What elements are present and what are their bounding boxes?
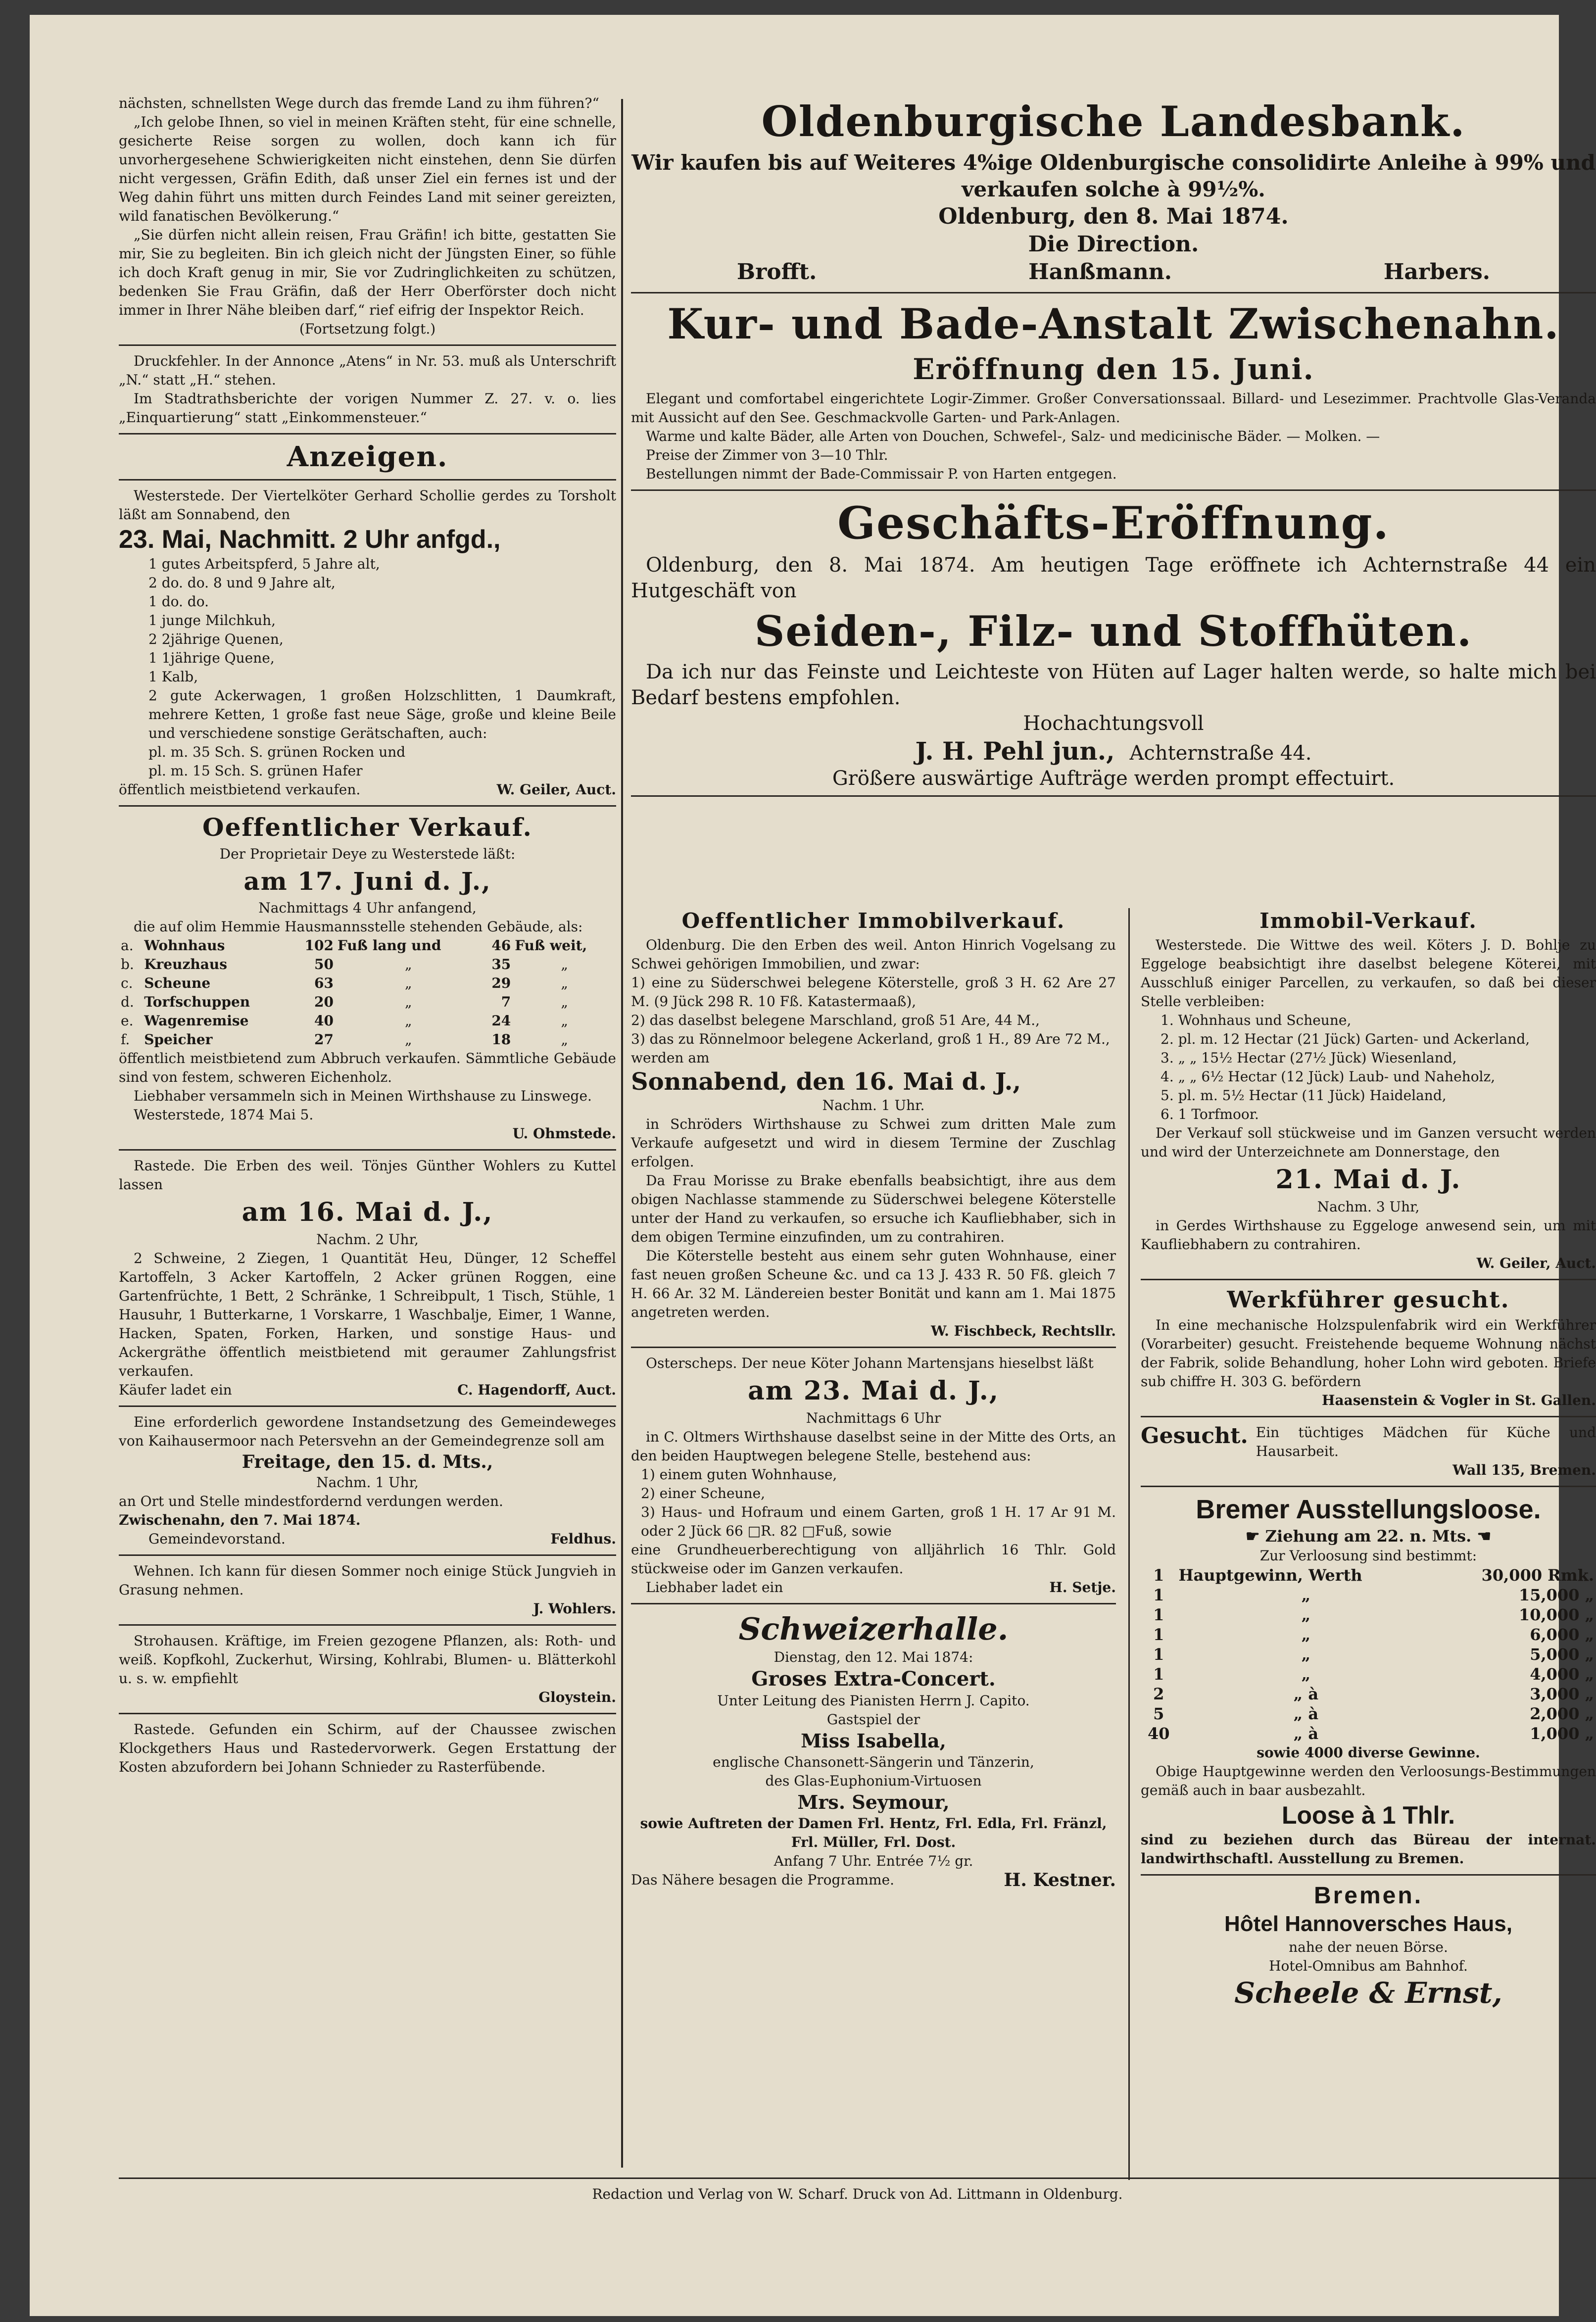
auction-signature: W. Geiler, Auct. [496, 781, 616, 798]
notice-text: Rastede. Gefunden ein Schirm, auf der Chaussee zwischen Klockgethers Haus und Rastedervorwerk. Gegen Erstattung der Kosten abzufordern bei Johann Schnieder zu Rasterfübende. [119, 1721, 616, 1775]
immo-item: 3) das zu Rönnelmoor belegene Ackerland, groß 1 H., 89 Are 72 M., [631, 1031, 1110, 1047]
divider [631, 1347, 1116, 1348]
shop-products: Seiden-, Filz- und Stoffhüten. [754, 607, 1473, 656]
foreman-signature: Haasenstein & Vogler in St. Gallen. [1322, 1392, 1596, 1408]
hotel-owner: Scheele & Ernst, [1234, 1976, 1502, 2010]
immo-time: Nachmittags 6 Uhr [806, 1410, 941, 1426]
lottery-price: Loose à 1 Thlr. [1281, 1801, 1455, 1829]
divider [119, 433, 616, 435]
auction-item: 2 gute Ackerwagen, 1 großen Holzschlitten, 1 Daumkraft, mehrere Ketten, 1 große fast neue Säge, große und kleine Beile und verschiedene sonstige Gerätschaften, auch: [148, 687, 616, 741]
immo-time: Nachm. 1 Uhr. [822, 1097, 925, 1113]
story-line: „Ich gelobe Ihnen, so viel in meinen Kräften steht, für eine schnelle, gesicherte Reise sorgen zu wollen, doch kann ich für unvorhergesehene Schwierigkeiten nicht einstehen, denn Sie dürfen nicht vergessen, Gräfin Edith, daß unser Ziel ein fernes ist und der Weg dahin führt uns mitten durch Feindes Land mit seiner gereizten, wild fanatischen Bevölkerung.“ [119, 114, 616, 224]
divider [119, 805, 616, 807]
table-row: d. Torfschuppen 20 „ 7 „ [121, 994, 568, 1010]
notice-signature: J. Wohlers. [533, 1600, 616, 1617]
immo-date: am 23. Mai d. J., [748, 1376, 999, 1406]
subcolumn-rule [1128, 908, 1130, 2180]
notice-text: Strohausen. Kräftige, im Freien gezogene Pflanzen, als: Roth- und weiß. Kopfkohl, Zuckerhut, Wirsing, Kohlrabi, Blumen- u. Blätterkohl u. s. w. empfiehlt [119, 1633, 616, 1687]
column-rule [621, 99, 623, 2168]
auction-westerstede [119, 486, 616, 799]
auction-text: öffentlich meistbietend zum Abbruch verkaufen. Sämmtliche Gebäude sind von festem, schweren Eichenholz. [119, 1050, 616, 1085]
kur-line: Preise der Zimmer von 3—10 Thlr. [646, 447, 888, 463]
notice-road-repair [119, 1413, 616, 1548]
auction-deye [119, 813, 616, 1143]
serial-story [119, 94, 616, 339]
kur-line: Elegant und comfortabel eingerichtete Logir-Zimmer. Großer Conversationssaal. Billard- und Lesezimmer. Prachtvolle Glas-Veranda mit Aussicht auf den See. Geschmackvolle Garten- und Park-Anlagen. [631, 390, 1596, 426]
table-row: 1 „ 5,000 „ [1153, 1645, 1594, 1664]
newspaper-page [30, 15, 1596, 2316]
ad-concert [631, 1610, 1116, 1889]
notice-signature: Feldhus. [550, 1531, 616, 1547]
bank-signatory: Harbers. [1383, 259, 1491, 285]
ad-immobil-westerstede [1141, 909, 1596, 1273]
divider [1141, 1874, 1596, 1876]
auction-intro: Westerstede. Der Viertelköter Gerhard Schollie gerdes zu Torsholt läßt am Sonnabend, den [119, 487, 616, 523]
shop-signature: J. H. Pehl jun., [915, 736, 1115, 766]
concert-artist-pre: des Glas-Euphonium-Virtuosen [765, 1773, 982, 1789]
immo-signature: W. Geiler, Auct. [1476, 1255, 1596, 1271]
notice-office: Gemeindevorstand. [148, 1531, 286, 1547]
notice-signature: Gloystein. [538, 1689, 616, 1705]
ad-landesbank [631, 97, 1596, 286]
auction-footer: öffentlich meistbietend verkaufen. [119, 781, 361, 798]
imprint: Redaction und Verlag von W. Scharf. Druck von Ad. Littmann in Oldenburg. [592, 2186, 1123, 2202]
shop-text: Oldenburg, den 8. Mai 1874. Am heutigen Tage eröffnete ich Achternstraße 44 ein Hutgeschäft von [631, 554, 1596, 602]
divider [119, 1554, 616, 1556]
auction-date: am 16. Mai d. J., [242, 1197, 493, 1227]
immo-werden: werden am [631, 1050, 710, 1066]
immo-text: Die Köterstelle besteht aus einem sehr guten Wohnhause, einer fast neuen großen Scheune &c. und ca 13 J. 433 R. 50 Fß. gleich 7 H. 66 Ar. 32 M. Ländereien bester Bonität und kann am 1. Mai 1875 angetreten werden. [631, 1248, 1116, 1320]
story-line: nächsten, schnellsten Wege durch das fremde Land zu ihm führen?“ [119, 95, 599, 111]
bank-signatory: Hanßmann. [1028, 259, 1172, 285]
auction-time: Nachm. 2 Uhr, [316, 1231, 419, 1248]
auction-date: 23. Mai, Nachmitt. 2 Uhr anfgd., [119, 525, 501, 554]
concert-lead: Unter Leitung des Pianisten Herrn J. Capito. [717, 1693, 1030, 1709]
auction-text: 2 Schweine, 2 Ziegen, 1 Quantität Heu, Dünger, 12 Scheffel Kartoffeln, 3 Acker Kartoffeln, 2 Acker grünen Roggen, eine Gartenfrüchte, 1 Bett, 2 Schränke, 1 Schreibpult, 1 Tisch, Stühle, 1 Hausuhr, 1 Butterkarne, 1 Vorskarre, 1 Waschbalje, Eimer, 1 Wanne, Hacken, Spaten, Forken, Harken, und sonstige Haus- und Ackergräthe öffentlich meistbietend mit geraumer Zahlungsfrist verkaufen. [119, 1250, 616, 1379]
divider [631, 292, 1596, 293]
table-row: a. Wohnhaus 102 Fuß lang und 46 Fuß weit, [121, 937, 587, 954]
table-row: 1 Hauptgewinn, Werth 30,000 Rmk. [1153, 1566, 1594, 1585]
hand-pointer-icon: ☚ [1477, 1527, 1492, 1546]
auction-item: 2 do. do. 8 und 9 Jahre alt, [148, 575, 336, 591]
lottery-where: sind zu beziehen durch das Büreau der internat. landwirthschaftl. Ausstellung zu Bremen. [1141, 1832, 1596, 1867]
immo-date: Sonnabend, den 16. Mai d. J., [631, 1068, 1021, 1096]
concert-title: Schweizerhalle. [738, 1611, 1009, 1647]
auction-item: pl. m. 15 Sch. S. grünen Hafer [148, 763, 363, 779]
auction-date: am 17. Juni d. J., [243, 867, 491, 896]
notice-grazing [119, 1562, 616, 1618]
foreman-text: In eine mechanische Holzspulenfabrik wird ein Werkführer (Vorarbeiter) gesucht. Freistehende bequeme Wohnung nächst der Fabrik, solide Behandlung, hoher Lohn wird geboten. Briefe sub chiffre H. 303 G. befördern [1141, 1317, 1596, 1390]
divider [631, 489, 1596, 491]
auction-title: Oeffentlicher Verkauf. [202, 813, 532, 842]
notice-place-date: Zwischenahn, den 7. Mai 1874. [119, 1512, 361, 1528]
table-row: e. Wagenremise 40 „ 24 „ [121, 1013, 568, 1029]
table-row: c. Scheune 63 „ 29 „ [121, 975, 568, 991]
ad-hotel [1141, 1882, 1596, 2010]
errata-line: Im Stadtrathsberichte der vorigen Nummer Z. 27. v. o. lies „Einquartierung“ statt „Einkommensteuer.“ [119, 390, 616, 426]
concert-program: Das Nähere besagen die Programme. [631, 1872, 895, 1888]
auction-item: 2 2jährige Quenen, [148, 631, 284, 647]
bank-text: Wir kaufen bis auf Weiteres 4%ige Oldenburgische consolidirte Anleihe à 99% und verkaufen solche à 99½%. [631, 150, 1596, 201]
prize-table [1141, 1565, 1596, 1743]
divider [1141, 1416, 1596, 1417]
immo-text: in Gerdes Wirthshause zu Eggeloge anwesend sein, um mit Kaufliebhabern zu contrahiren. [1141, 1217, 1596, 1253]
table-row: 40 „ à 1,000 „ [1147, 1724, 1594, 1743]
wanted-address: Wall 135, Bremen. [1452, 1462, 1596, 1478]
immo-item: 2) einer Scheune, [641, 1485, 766, 1501]
bank-direction: Die Direction. [1028, 232, 1199, 257]
immo-item: 5. pl. m. 5½ Hectar (11 Jück) Haideland, [1161, 1087, 1447, 1104]
divider [1141, 1486, 1596, 1487]
errata-line: Druckfehler. In der Annonce „Atens“ in Nr. 53. muß als Unterschrift „N.“ statt „H.“ stehen. [119, 353, 616, 388]
subcolumn-right [1141, 906, 1596, 2010]
immo-text: Da Frau Morisse zu Brake ebenfalls beabsichtigt, ihre aus dem obigen Nachlasse stammende zu Süderschwei belegene Köterstelle unter der Hand zu verkaufen, so ersuche ich Kaufliebhaber, sich in dem obigen Termine einzufinden, um zu contrahiren. [631, 1172, 1116, 1245]
immo-text: in C. Oltmers Wirthshause daselbst seine in der Mitte des Orts, an den beiden Hauptwegen belegene Stelle, bestehend aus: [631, 1429, 1116, 1464]
immo-text: Westerstede. Die Wittwe des weil. Köters J. D. Bohlje zu Eggeloge beabsichtigt ihre daselbst belegene Köterei, mit Ausschluß einiger Parcellen, zu verkaufen, so daß bei dieser Stelle verbleiben: [1141, 937, 1596, 1010]
table-row: 1 „ 4,000 „ [1153, 1665, 1594, 1684]
immo-item: 6. 1 Torfmoor. [1161, 1106, 1259, 1122]
ad-lottery [1141, 1493, 1596, 1868]
notice-text: an Ort und Stelle mindestfordernd verdungen werden. [119, 1493, 503, 1509]
story-line: „Sie dürfen nicht allein reisen, Frau Gräfin! ich bitte, gestatten Sie mir, Sie zu begleiten. Bin ich gleich nicht der Jüngsten Einer, so fühle ich doch Kraft genug in mir, Sie vor Zudringlichkeiten zu schützen, bedenken Sie Frau Gräfin, daß der Herr Oberförster doch nicht immer in Ihrer Nähe bleiben darf,“ rief eifrig der Inspektor Reich. [119, 227, 616, 318]
hotel-city: Bremen. [1313, 1883, 1423, 1909]
story-continued: (Fortsetzung folgt.) [299, 321, 436, 337]
immo-text: Der Verkauf soll stückweise und im Ganzen versucht werden und wird der Unterzeichnete am Donnerstage, den [1141, 1125, 1596, 1160]
immo-text: in Schröders Wirthshause zu Schwei zum dritten Male zum Verkaufe aufgesetzt und wird in diesem Termine der Zuschlag erfolgen. [631, 1116, 1116, 1170]
immo-title: Immobil-Verkauf. [1259, 909, 1477, 933]
divider [631, 1603, 1116, 1604]
table-row: b. Kreuzhaus 50 „ 35 „ [121, 956, 568, 972]
divider [1141, 1279, 1596, 1280]
divider [119, 344, 616, 346]
concert-event: Groses Extra-Concert. [751, 1667, 996, 1691]
immo-item: 1) einem guten Wohnhause, [641, 1466, 837, 1483]
immo-item: 3) Haus- und Hofraum und einem Garten, groß 1 H. 17 Ar 91 M. oder 2 Jück 66 □R. 82 □Fuß, sowie [641, 1504, 1116, 1539]
shop-title: Geschäfts-Eröffnung. [837, 497, 1390, 549]
auction-time: Nachmittags 4 Uhr anfangend, [258, 900, 477, 916]
auction-item: pl. m. 35 Sch. S. grünen Rocken und [148, 744, 406, 760]
divider [631, 795, 1596, 797]
hotel-location: nahe der neuen Börse. [1289, 1939, 1448, 1955]
lottery-intro: Zur Verloosung sind bestimmt: [1259, 1548, 1477, 1564]
immo-item: 1) eine zu Süderschwei belegene Köterstelle, groß 3 H. 62 Are 27 M. (9 Jück 298 R. 10 Fß. Katastermaaß), [631, 974, 1116, 1010]
auction-item: 1 junge Milchkuh, [148, 612, 276, 629]
lottery-title: Bremer Ausstellungsloose. [1196, 1495, 1541, 1524]
notice-date: Freitage, den 15. d. Mts., [242, 1451, 493, 1472]
lottery-draw: Ziehung am 22. n. Mts. [1265, 1527, 1472, 1546]
left-column [119, 94, 616, 1777]
ad-shop [631, 497, 1596, 791]
table-row: f. Speicher 27 „ 18 „ [121, 1031, 568, 1048]
footer-rule [119, 2177, 1596, 2179]
shop-greeting: Hochachtungsvoll [1023, 712, 1204, 735]
immo-buyer: Liebhaber ladet ein [646, 1579, 783, 1596]
immo-signature: H. Setje. [1049, 1579, 1116, 1596]
wanted-text: Ein tüchtiges Mädchen für Küche und Hausarbeit. [1256, 1424, 1596, 1459]
ad-immobil-oldenburg [631, 909, 1116, 1341]
divider [119, 1405, 616, 1407]
immo-time: Nachm. 3 Uhr, [1317, 1199, 1420, 1215]
concert-signature: H. Kestner. [1004, 1870, 1116, 1890]
ad-foreman [1141, 1286, 1596, 1410]
hotel-omnibus: Hotel-Omnibus am Bahnhof. [1269, 1958, 1468, 1974]
immo-item: 2. pl. m. 12 Hectar (21 Jück) Garten- und Ackerland, [1161, 1031, 1530, 1047]
auction-item: 1 Kalb, [148, 669, 198, 685]
bank-place-date: Oldenburg, den 8. Mai 1874. [938, 204, 1289, 229]
divider [119, 1713, 616, 1714]
shop-footer: Größere auswärtige Aufträge werden prompt effectuirt. [832, 767, 1395, 790]
divider [119, 479, 616, 481]
immo-intro: Osterscheps. Der neue Köter Johann Martensjans hieselbst läßt [646, 1355, 1094, 1371]
right-column [631, 94, 1596, 2010]
concert-guest: Gastspiel der [826, 1711, 920, 1728]
notice-time: Nachm. 1 Uhr, [316, 1474, 419, 1491]
notice-text: Eine erforderlich gewordene Instandsetzung des Gemeindeweges von Kaihausermoor nach Petersvehn an der Gemeindegrenze soll am [119, 1414, 616, 1449]
table-row: 1 „ 15,000 „ [1153, 1586, 1594, 1604]
ad-kur [631, 299, 1596, 484]
notice-found [119, 1720, 616, 1777]
shop-address: Achternstraße 44. [1129, 742, 1312, 765]
immo-date: 21. Mai d. J. [1275, 1164, 1461, 1195]
auction-intro: Der Proprietair Deye zu Westerstede läßt: [219, 846, 516, 862]
table-row: 1 „ 10,000 „ [1153, 1605, 1594, 1624]
auction-intro: Rastede. Die Erben des weil. Tönjes Günther Wohlers zu Kuttel lassen [119, 1158, 616, 1193]
auction-signature: C. Hagendorff, Auct. [457, 1382, 616, 1398]
immo-item: 4. „ „ 6½ Hectar (12 Jück) Laub- und Naheholz, [1161, 1068, 1496, 1085]
immo-text: eine Grundheuerberechtigung von alljährlich 16 Thlr. Gold stückweise oder im Ganzen verkaufen. [631, 1542, 1116, 1577]
notice-text: Wehnen. Ich kann für diesen Sommer noch einige Stück Jungvieh in Grasung nehmen. [119, 1563, 616, 1598]
hand-pointer-icon: ☛ [1245, 1527, 1265, 1546]
kur-line: Warme und kalte Bäder, alle Arten von Douchen, Schwefel-, Salz- und medicinische Bäder. — Molken. — [646, 428, 1380, 444]
anzeigen-title: Anzeigen. [287, 440, 448, 473]
table-row: 5 „ à 2,000 „ [1153, 1704, 1594, 1723]
errata [119, 352, 616, 427]
shop-text: Da ich nur das Feinste und Leichteste von Hüten auf Lager halten werde, so halte mich bei Bedarf bestens empfohlen. [631, 661, 1596, 709]
immo-item: 3. „ „ 15½ Hectar (27½ Jück) Wiesenland, [1161, 1050, 1457, 1066]
ad-wanted [1141, 1423, 1596, 1480]
ad-immobil-osterscheps [631, 1354, 1116, 1597]
bank-signatory: Brofft. [736, 259, 817, 285]
auction-place-date: Westerstede, 1874 Mai 5. [134, 1107, 314, 1123]
lottery-text: Obige Hauptgewinne werden den Verloosungs-Bestimmungen gemäß auch in baar ausbezahlt. [1141, 1763, 1596, 1798]
foreman-title: Werkführer gesucht. [1227, 1286, 1510, 1313]
divider [119, 1624, 616, 1626]
concert-times: Anfang 7 Uhr. Entrée 7½ gr. [774, 1853, 973, 1869]
concert-artist: Mrs. Seymour, [797, 1791, 950, 1813]
auction-rastede [119, 1157, 616, 1400]
kur-opening: Eröffnung den 15. Juni. [913, 352, 1314, 386]
hotel-name: Hôtel Hannoversches Haus, [1224, 1912, 1512, 1936]
concert-artist-desc: englische Chansonett-Sängerin und Tänzerin, [713, 1754, 1034, 1770]
bank-title: Oldenburgische Landesbank. [761, 97, 1466, 146]
immo-text: Oldenburg. Die den Erben des weil. Anton Hinrich Vogelsang zu Schwei gehörigen Immobilien, und zwar: [631, 937, 1116, 972]
table-row: 1 „ 6,000 „ [1153, 1625, 1594, 1644]
concert-others: sowie Auftreten der Damen Frl. Hentz, Frl. Edla, Frl. Fränzl, Frl. Müller, Frl. Dost. [640, 1815, 1107, 1850]
kur-line: Bestellungen nimmt der Bade-Commissair P. von Harten entgegen. [646, 466, 1117, 482]
auction-text: Liebhaber versammeln sich in Meinen Wirthshause zu Linswege. [134, 1088, 592, 1104]
kur-title: Kur- und Bade-Anstalt Zwischenahn. [667, 299, 1560, 348]
immo-title: Oeffentlicher Immobilverkauf. [681, 909, 1065, 933]
concert-date: Dienstag, den 12. Mai 1874: [774, 1649, 973, 1665]
lottery-more: sowie 4000 diverse Gewinne. [1257, 1744, 1480, 1761]
auction-desc: die auf olim Hemmie Hausmannsstelle stehenden Gebäude, als: [134, 919, 583, 935]
auction-signature: U. Ohmstede. [512, 1125, 616, 1142]
auction-buyer: Käufer ladet ein [119, 1382, 232, 1398]
immo-item: 2) das daselbst belegene Marschland, groß 51 Are, 44 M., [631, 1012, 1040, 1028]
auction-item: 1 do. do. [148, 593, 209, 610]
auction-item: 1 gutes Arbeitspferd, 5 Jahre alt, [148, 556, 380, 572]
divider [119, 1149, 616, 1151]
buildings-table [119, 936, 616, 1049]
table-row: 2 „ à 3,000 „ [1153, 1685, 1594, 1703]
concert-artist: Miss Isabella, [801, 1730, 946, 1752]
subcolumn-left [631, 906, 1116, 1889]
immo-signature: W. Fischbeck, Rechtsllr. [931, 1323, 1116, 1339]
auction-item: 1 1jährige Quene, [148, 650, 275, 666]
wanted-title: Gesucht. [1141, 1423, 1248, 1449]
notice-plants [119, 1632, 616, 1707]
immo-item: 1. Wohnhaus und Scheune, [1161, 1012, 1352, 1028]
